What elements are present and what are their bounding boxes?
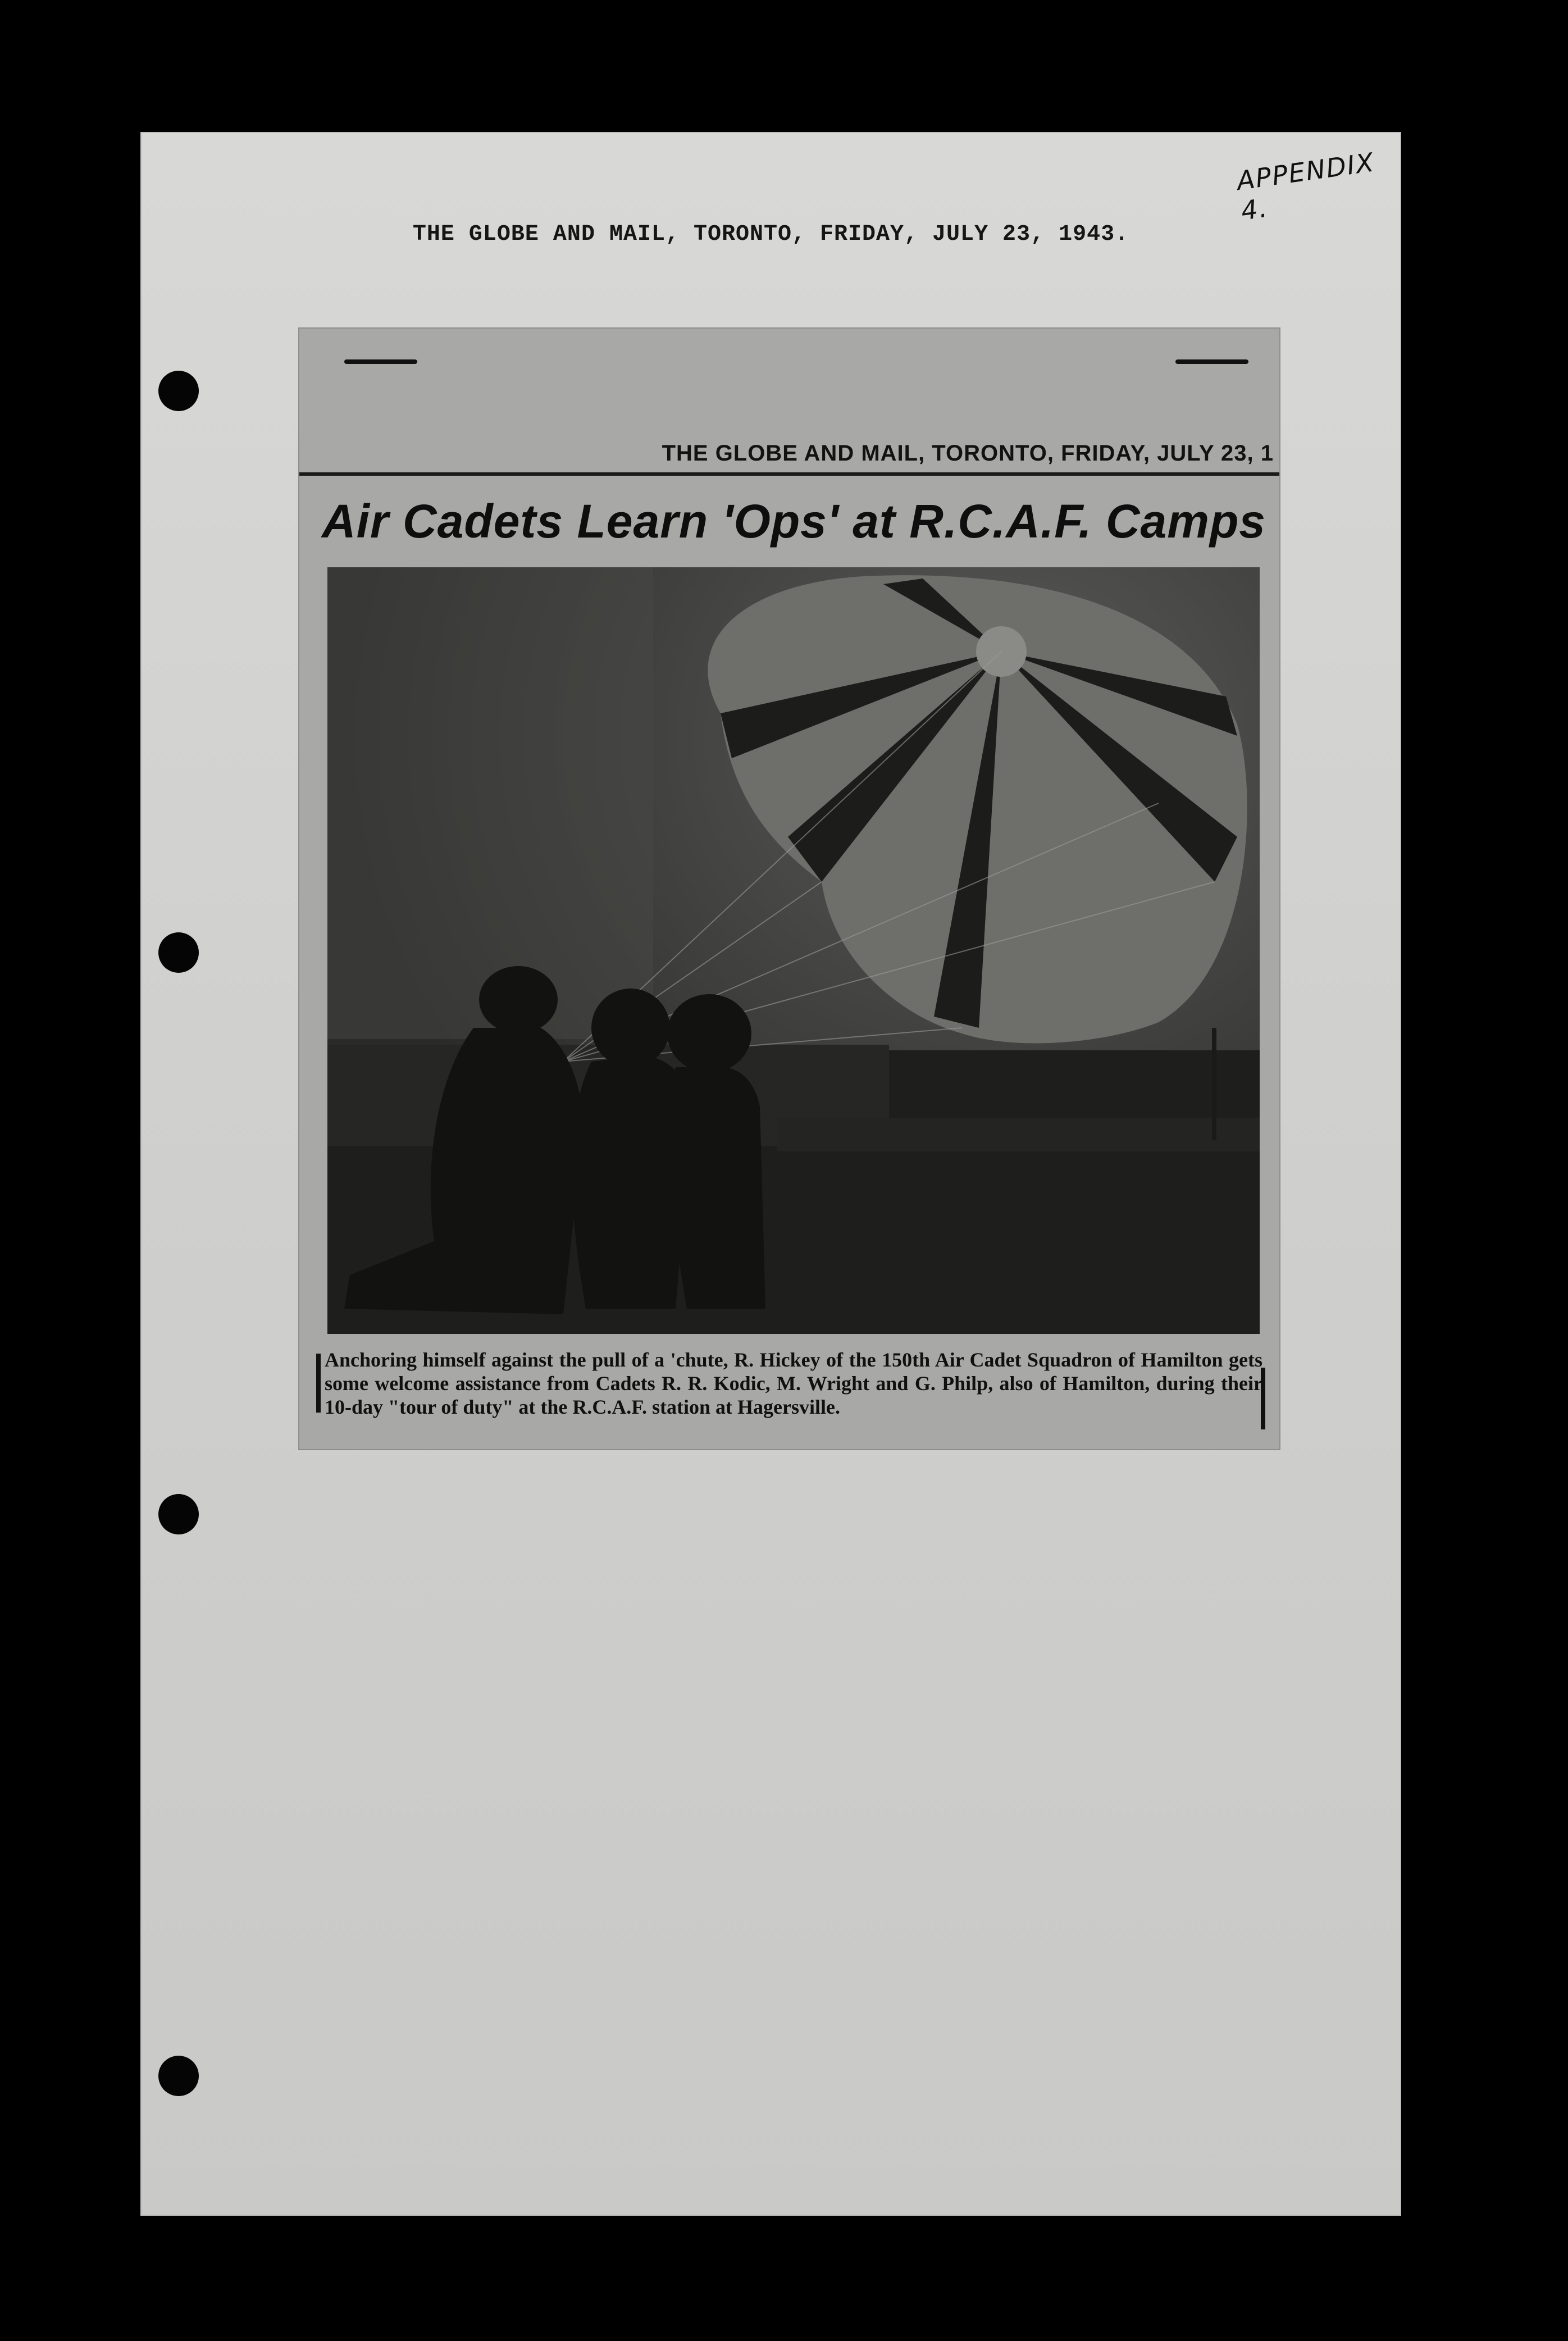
bleedthrough-column <box>327 567 653 1039</box>
utility-pole <box>1212 1028 1216 1140</box>
document-sheet <box>140 132 1401 2216</box>
punch-hole-2 <box>158 932 199 973</box>
appendix-note: APPENDIX 4. <box>1234 147 1376 226</box>
corner-mark-left <box>344 359 417 364</box>
newspaper-clipping <box>299 329 1279 1449</box>
distant-buildings <box>777 1118 1260 1151</box>
caption-mark-left <box>316 1354 321 1413</box>
punch-hole-4 <box>158 2056 199 2096</box>
article-headline: Air Cadets Learn 'Ops' at R.C.A.F. Camps <box>322 495 1266 548</box>
parachute-canopy <box>708 575 1247 1043</box>
corner-mark-right <box>1175 359 1248 364</box>
punch-hole-1 <box>158 371 199 411</box>
typed-header: THE GLOBE AND MAIL, TORONTO, FRIDAY, JULY 23, 1943. <box>412 222 1129 247</box>
photo-illustration <box>327 567 1260 1334</box>
punch-hole-3 <box>158 1494 199 1534</box>
masthead-rule <box>299 472 1279 476</box>
article-photo <box>327 567 1260 1334</box>
photo-caption: Anchoring himself against the pull of a 'chute, R. Hickey of the 150th Air Cadet Squadron of Hamilton gets some welcome assistance from Cadets R. R. Kodic, M. Wright and G. Philp, also of Hamilton, during their 10-day "tour of duty" at the R.C.A.F. station at Hagersville. <box>325 1349 1262 1418</box>
newspaper-masthead: THE GLOBE AND MAIL, TORONTO, FRIDAY, JULY 23, 1 <box>662 441 1274 466</box>
